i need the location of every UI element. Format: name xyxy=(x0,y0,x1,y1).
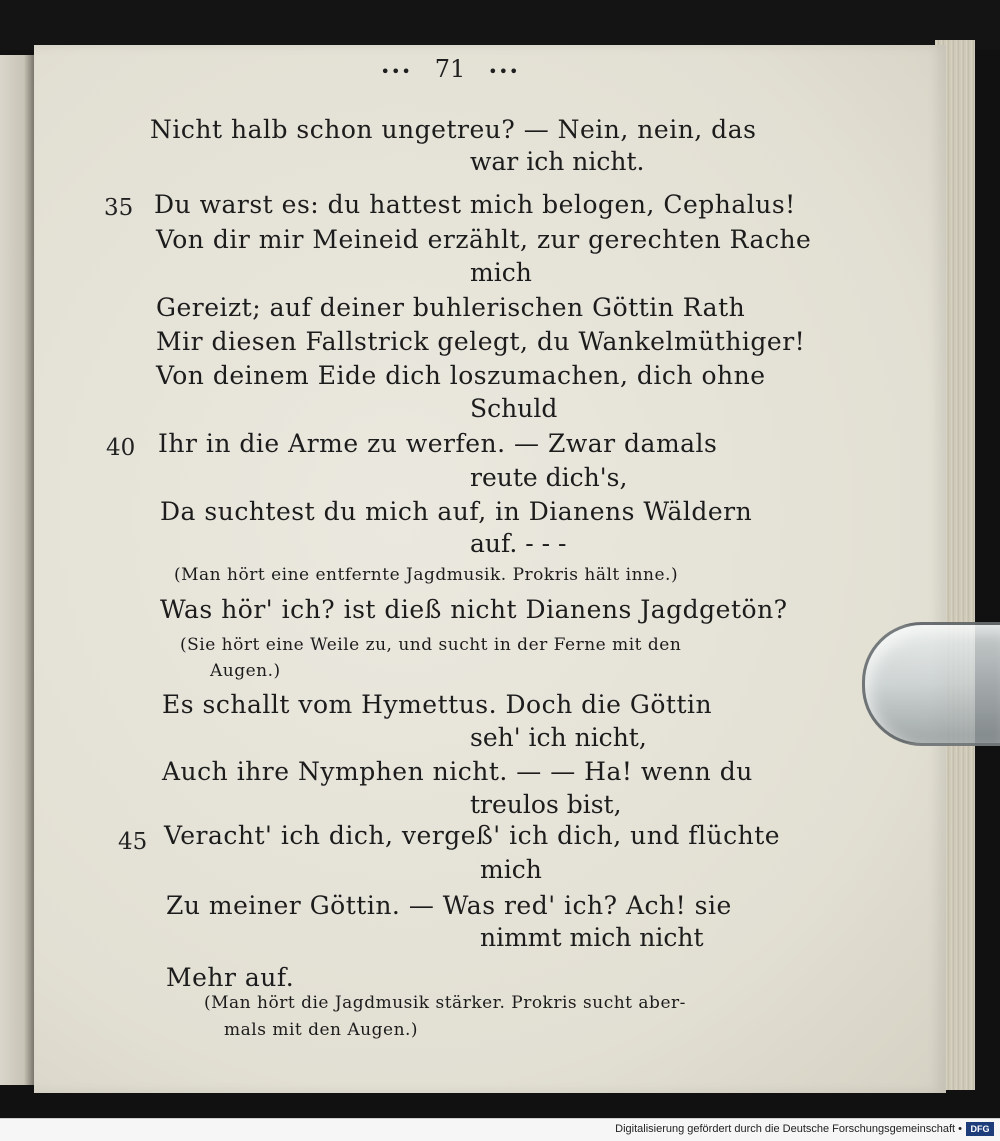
book-page xyxy=(34,45,946,1093)
verse-line-continuation: reute dich's, xyxy=(470,463,628,492)
footer-bar xyxy=(0,1118,1000,1141)
page-number: 71 xyxy=(434,55,466,83)
verse-line: Da suchtest du mich auf, in Dianens Wäldern xyxy=(160,497,753,526)
verse-line: Veracht' ich dich, vergeß' ich dich, und flüchte xyxy=(164,821,781,850)
verse-line: Nicht halb schon ungetreu? — Nein, nein, das xyxy=(150,115,757,144)
funding-credit: Digitalisierung gefördert durch die Deutsche Forschungsgemeinschaft • xyxy=(615,1123,962,1135)
verse-line-continuation: mich xyxy=(470,258,532,287)
page-header xyxy=(320,55,580,85)
verse-line-continuation: nimmt mich nicht xyxy=(480,923,704,952)
dfg-logo: DFG xyxy=(966,1122,994,1136)
verse-line: Mehr auf. xyxy=(166,963,295,992)
stage-direction-continuation: mals mit den Augen.) xyxy=(224,1020,419,1040)
verse-line: Was hör' ich? ist dieß nicht Dianens Jagdgetön? xyxy=(160,595,788,624)
verse-line: Du warst es: du hattest mich belogen, Cephalus! xyxy=(154,190,796,219)
verse-line: Mir diesen Fallstrick gelegt, du Wankelmüthiger! xyxy=(156,327,806,356)
verse-line: Gereizt; auf deiner buhlerischen Göttin Rath xyxy=(156,293,746,322)
verse-line-continuation: Schuld xyxy=(470,394,558,423)
line-number: 40 xyxy=(106,435,136,461)
verse-line: Zu meiner Göttin. — Was red' ich? Ach! sie xyxy=(166,891,732,920)
verse-line: Von dir mir Meineid erzählt, zur gerechten Rache xyxy=(156,225,812,254)
stage-direction: (Man hört eine entfernte Jagdmusik. Prokris hält inne.) xyxy=(174,565,679,585)
header-ornament-left: ••• xyxy=(380,62,412,81)
verse-line-continuation: mich xyxy=(480,855,542,884)
verse-line: Ihr in die Arme zu werfen. — Zwar damals xyxy=(158,429,718,458)
line-number: 35 xyxy=(104,195,134,221)
verse-line-continuation: treulos bist, xyxy=(470,790,622,819)
verse-line-continuation: auf. - - - xyxy=(470,529,567,558)
verse-line: Auch ihre Nymphen nicht. — — Ha! wenn du xyxy=(162,757,753,786)
verse-line: Es schallt vom Hymettus. Doch die Göttin xyxy=(162,690,713,719)
stage-direction: (Sie hört eine Weile zu, und sucht in der Ferne mit den xyxy=(180,635,682,655)
stage-direction-continuation: Augen.) xyxy=(210,661,281,681)
header-ornament-right: ••• xyxy=(488,62,520,81)
line-number: 45 xyxy=(118,829,148,855)
page-clip xyxy=(862,622,1000,746)
scan-background-top xyxy=(0,0,1000,50)
verse-line: Von deinem Eide dich loszumachen, dich ohne xyxy=(156,361,766,390)
verse-line-continuation: war ich nicht. xyxy=(470,147,645,176)
stage-direction: (Man hört die Jagdmusik stärker. Prokris sucht aber- xyxy=(204,993,686,1013)
verse-line-continuation: seh' ich nicht, xyxy=(470,723,647,752)
facing-page-edge xyxy=(0,55,34,1085)
